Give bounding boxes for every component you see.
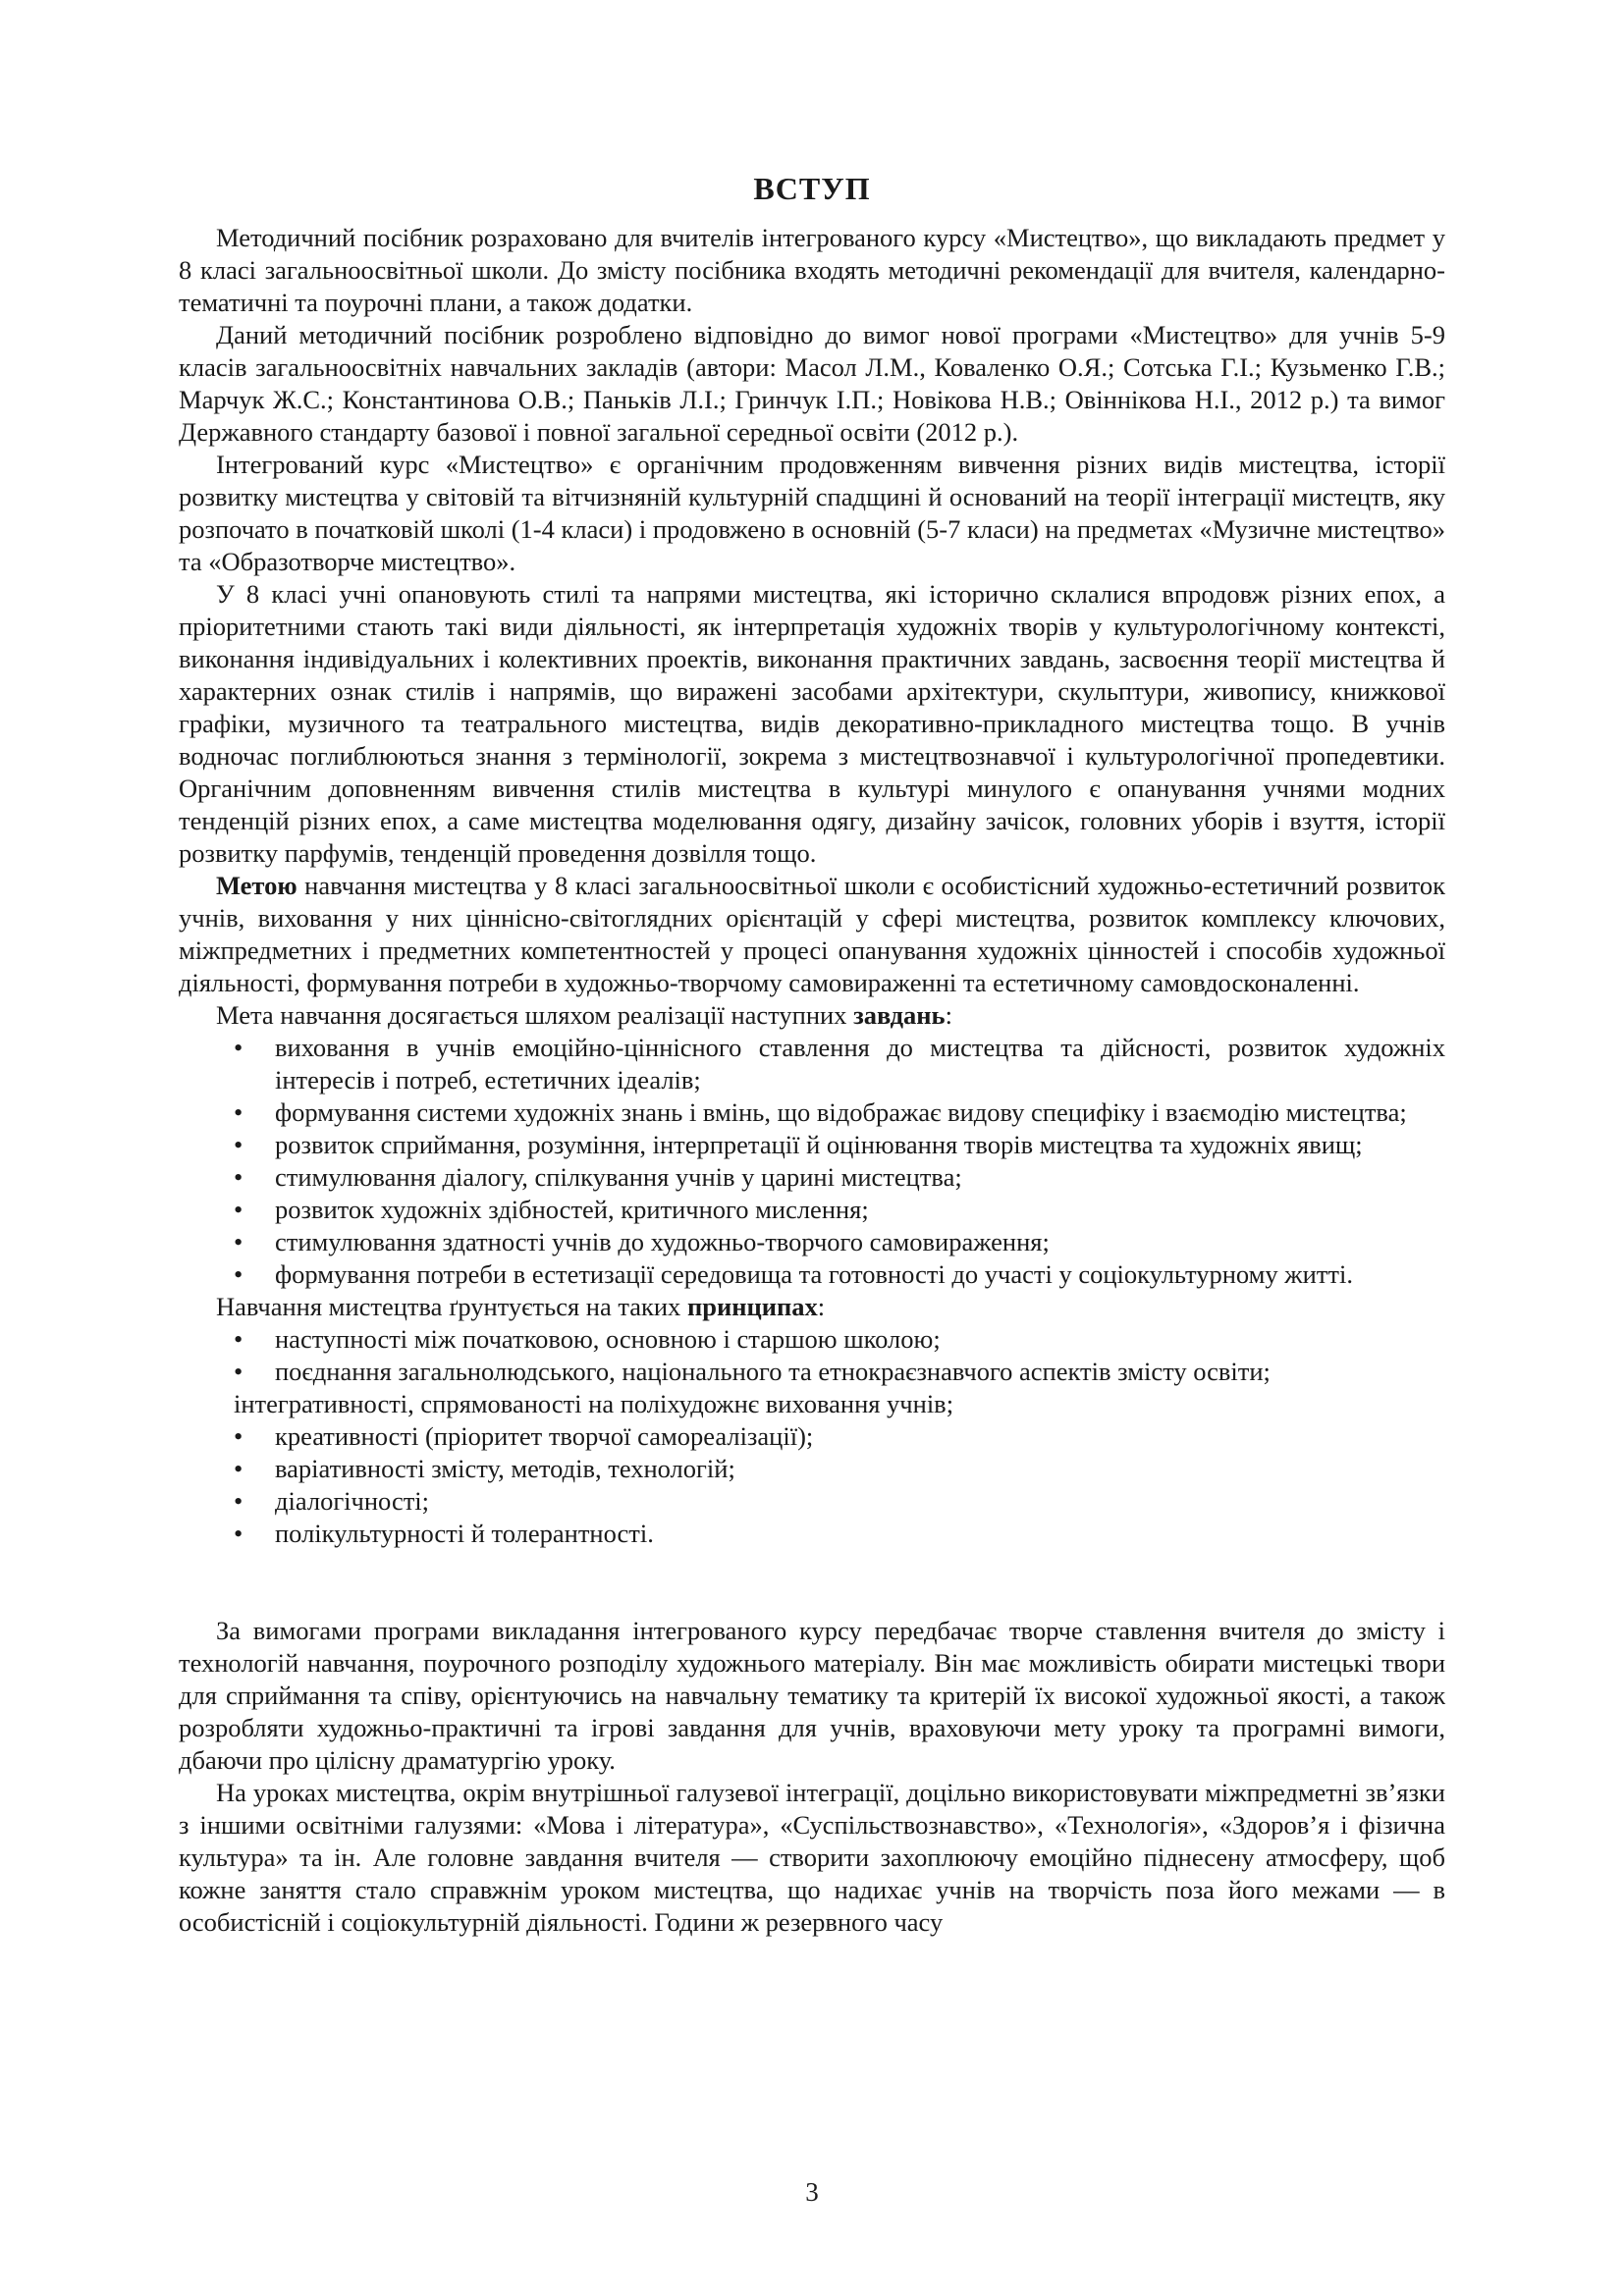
principles-intro <box>179 1291 1445 1323</box>
intro-paragraph-4: У 8 класі учні опановують стилі та напрями мистецтва, які історично склалися впродовж різних епох, а пріоритетними стають такі види діяльності, як інтерпретація художніх творів у культурологічному контексті, виконання індивідуальних і колективних проектів, виконання практичних завдань, засвоєння теорії мистецтва й характерних ознак стилів і напрямів, що виражені засобами архітектури, скульптури, живопису, книжкової графіки, музичного та театрального мистецтва, видів декоративно-прикладного мистецтва тощо. В учнів водночас поглиблюються знання з термінології, зокрема з мистецтвознавчої і культурологічної пропедевтики. Органічним доповненням вивчення стилів мистецтва в культурі минулого є опанування учнями модних тенденцій різних епох, а саме мистецтва моделювання одягу, дизайну зачісок, головних уборів і взуття, історії розвитку парфумів, тенденцій проведення дозвілля тощо. <box>179 579 1445 868</box>
principles-plain-line: інтегративності, спрямованості на поліхудожнє виховання учнів; <box>234 1389 954 1418</box>
principles-intro-end: : <box>817 1292 826 1321</box>
intro-paragraph-3: Інтегрований курс «Мистецтво» є органічним продовженням вивчення різних видів мистецтва, історії розвитку мистецтва у світовій та вітчизняній культурній спадщині й оснований на теорії інтеграції мистецтв, яку розпочато в початковій школі (1-4 класи) і продовжено в основній (5-7 класи) на предметах «Музичне мистецтво» та «Образотворче мистецтво». <box>179 450 1445 576</box>
list-item: • виховання в учнів емоційно-ціннісного ставлення до мистецтва та дійсності, розвиток художніх інтересів і потреб, естетичних ідеалів; <box>234 1032 1445 1096</box>
tasks-intro-text: Мета навчання досягається шляхом реалізації наступних <box>216 1000 854 1030</box>
principles-intro-text: Навчання мистецтва ґрунтується на таких <box>216 1292 687 1321</box>
goal-text: навчання мистецтва у 8 класі загальноосвітньої школи є особистісний художньо-естетичний розвиток учнів, виховання у них ціннісно-світоглядних орієнтацій у сфері мистецтва, розвиток комплексу ключових, міжпредметних і предметних компетентностей у процесі опанування художніх цінностей і способів художньої діяльності, формування потреби в художньо-творчому самовираженні та естетичному самовдосконаленні. <box>179 871 1445 997</box>
list-item: • полікультурності й толерантності. <box>234 1518 1445 1550</box>
list-item: • розвиток сприймання, розуміння, інтерпретації й оцінювання творів мистецтва та художніх явищ; <box>234 1129 1445 1161</box>
list-item: • стимулювання діалогу, спілкування учнів у царині мистецтва; <box>234 1161 1445 1194</box>
principles-list-a <box>179 1323 1445 1388</box>
goal-paragraph <box>179 870 1445 999</box>
list-item: • розвиток художніх здібностей, критичного мислення; <box>234 1194 1445 1226</box>
list-item: • стимулювання здатності учнів до художньо-творчого самовираження; <box>234 1226 1445 1258</box>
list-item: • креативності (пріоритет творчої самореалізації); <box>234 1420 1445 1453</box>
list-item: • наступності між початковою, основною і старшою школою; <box>234 1323 1445 1356</box>
list-item: • поєднання загальнолюдського, національного та етнокраєзнавчого аспектів змісту освіти; <box>234 1356 1445 1388</box>
list-item: • формування системи художніх знань і вмінь, що відображає видову специфіку і взаємодію мистецтва; <box>234 1096 1445 1129</box>
principles-bold-word: принципах <box>686 1292 818 1321</box>
closing-paragraph-2: На уроках мистецтва, окрім внутрішньої галузевої інтеграції, доцільно використовувати міжпредметні зв’язки з іншими освітніми галузями: «Мова і література», «Суспільствознавство», «Технологія», «Здоров’я і фізична культура» та ін. Але головне завдання вчителя — створити захоплюючу емоційно піднесену атмосферу, щоб кожне заняття стало справжнім уроком мистецтва, що надихає учнів на творчість поза його межами — в особистісній і соціокультурній діяльності. Години ж резервного часу <box>179 1778 1445 1937</box>
intro-paragraph-2: Даний методичний посібник розроблено відповідно до вимог нової програми «Мистецтво» для учнів 5-9 класів загальноосвітніх навчальних закладів (автори: Масол Л.М., Коваленко О.Я.; Сотська Г.І.; Кузьменко Г.В.; Марчук Ж.С.; Константинова О.В.; Паньків Л.І.; Гринчук І.П.; Новікова Н.В.; Овіннікова Н.І., 2012 р.) та вимог Державного стандарту базової і повної загальної середньої освіти (2012 р.). <box>179 320 1445 447</box>
page-title: ВСТУП <box>753 171 871 206</box>
list-item: • варіативності змісту, методів, технологій; <box>234 1453 1445 1485</box>
tasks-intro <box>179 999 1445 1032</box>
tasks-intro-end: : <box>945 1000 952 1030</box>
closing-paragraph-1: За вимогами програми викладання інтегрованого курсу передбачає творче ставлення вчителя до змісту і технологій навчання, поурочного розподілу художнього матеріалу. Він має можливість обирати мистецькі твори для сприймання та співу, орієнтуючись на навчальну тематику та критерій їх високої художньої якості, а також розробляти художньо-практичні та ігрові завдання для учнів, враховуючи мету уроку та програмні вимоги, дбаючи про цілісну драматургію уроку. <box>179 1616 1445 1775</box>
principles-list-b <box>179 1420 1445 1550</box>
page-number: 3 <box>805 2177 819 2207</box>
intro-paragraph-1: Методичний посібник розраховано для вчителів інтегрованого курсу «Мистецтво», що викладають предмет у 8 класі загальноосвітньої школи. До змісту посібника входять методичні рекомендації для вчителя, календарно-тематичні та поурочні плани, а також додатки. <box>179 223 1445 317</box>
goal-bold-word: Метою <box>216 871 298 900</box>
tasks-bold-word: завдань <box>853 1000 946 1030</box>
list-item: • формування потреби в естетизації середовища та готовності до участі у соціокультурному житті. <box>234 1258 1445 1291</box>
section-gap <box>179 1550 1445 1615</box>
tasks-list <box>179 1032 1445 1291</box>
list-item: • діалогічності; <box>234 1485 1445 1518</box>
page-content <box>179 169 1445 1939</box>
